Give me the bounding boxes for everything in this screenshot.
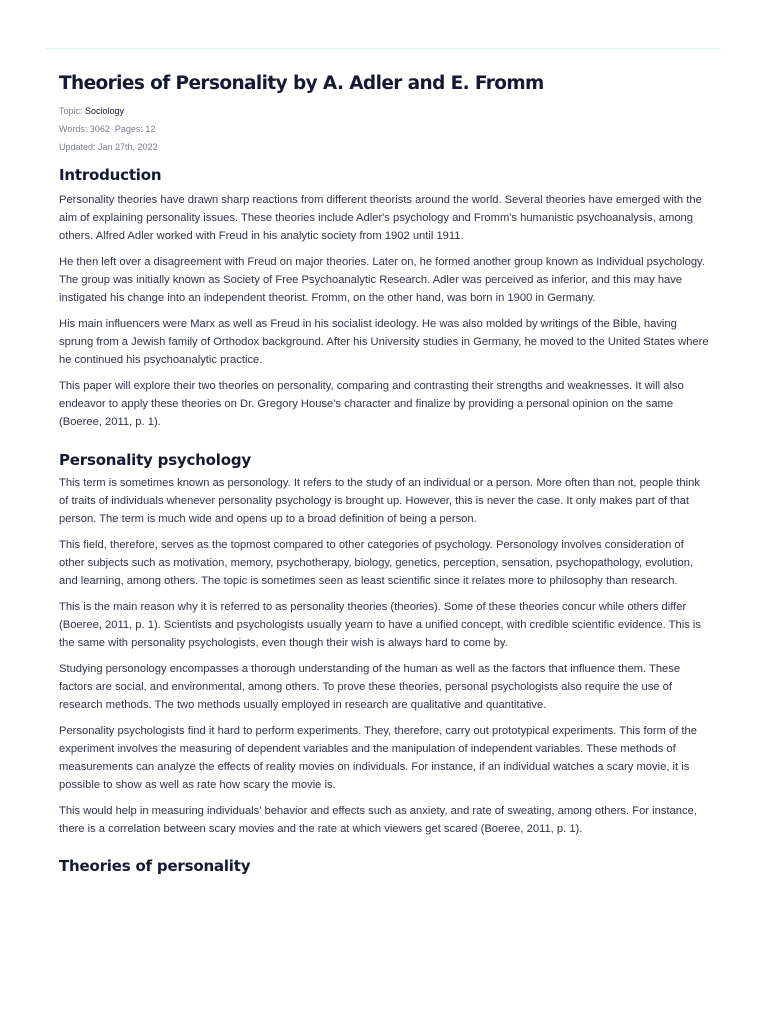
- section-heading: Personality psychology: [59, 451, 251, 469]
- paragraph: Studying personology encompasses a thorough understanding of the human as well as the factors that influence them. These factors are social, and environmental, among others. To prove these theories, personal psychologists also require the use of research methods. The two methods usually employed in research are qualitative and quantitative.: [59, 663, 681, 711]
- section-heading: Introduction: [59, 166, 162, 184]
- paragraph: This would help in measuring individuals' behavior and effects such as anxiety, and rate of sweating, among others. For instance, there is a correlation between scary movies and the rate at which viewers get scared (Boeree, 2011, p. 1).: [59, 805, 697, 835]
- paragraph: This term is sometimes known as personology. It refers to the study of an individual or a person. More often than not, people think of traits of individuals whenever personality psychology is brought up. However, this is never the case. It only makes part of that person. The term is much wide and opens up to a broad definition of being a person.: [59, 477, 700, 525]
- topic-label: Topic:: [59, 106, 83, 116]
- topic-link[interactable]: Sociology: [85, 106, 125, 116]
- paragraph: He then left over a disagreement with Freud on major theories. Later on, he formed another group known as Individual psychology. The group was initially known as Society of Free Psychoanalytic Research. Adler was perceived as inferior, and this may have instigated his change into an independent theorist. Fromm, on the other hand, was born in 1900 in Germany.: [59, 256, 705, 304]
- meta-topic: [59, 102, 709, 120]
- paragraph: This is the main reason why it is referred to as personality theories (theories). Some of these theories concur while others differ (Boeree, 2011, p. 1). Scientists and psychologists usually yearn to have a unified concept, with credible scientific evidence. This is the same with personality psychologists, even though their wish is always hard to come by.: [59, 601, 701, 649]
- page-count: Pages: 12: [114, 124, 156, 134]
- page-title: Theories of Personality by A. Adler and E. Fromm: [59, 73, 544, 94]
- document: [59, 72, 709, 876]
- updated-date: Updated: Jan 27th, 2022: [59, 142, 158, 152]
- section-heading: Theories of personality: [59, 857, 251, 875]
- paragraph: Personality theories have drawn sharp reactions from different theorists around the world. Several theories have emerged with the aim of explaining personality issues. These theories include Adler's psychology and Fromm's humanistic psychoanalysis, among others. Alfred Adler worked with Freud in his analytic society from 1902 until 1911.: [59, 194, 702, 242]
- paragraph: This field, therefore, serves as the topmost compared to other categories of psychology. Personology involves consideration of other subjects such as motivation, memory, psychotherapy, biology, genetics, perception, sensation, psychopathology, evolution, and learning, among others. The topic is sometimes seen as least scientific since it relates more to philosophy than research.: [59, 539, 694, 587]
- paragraph: This paper will explore their two theories on personality, comparing and contrasting their strengths and weaknesses. It will also endeavor to apply these theories on Dr. Gregory House's character and finalize by providing a personal opinion on the same (Boeree, 2011, p. 1).: [59, 380, 684, 428]
- meta-stats: [59, 120, 709, 138]
- paragraph: His main influencers were Marx as well as Freud in his socialist ideology. He was also molded by writings of the Bible, having sprung from a Jewish family of Orthodox background. After his University studies in Germany, he moved to the United States where he continued his psychoanalytic practice.: [59, 318, 709, 366]
- meta-updated: [59, 138, 709, 156]
- top-divider: [46, 48, 721, 49]
- paragraph: Personality psychologists find it hard to perform experiments. They, therefore, carry out prototypical experiments. This form of the experiment involves the measuring of dependent variables and the manipulation of independent variables. These methods of measurements can analyze the effects of reality movies on individuals. For instance, if an individual watches a scary movie, it is possible to show as well as rate how scary the movie is.: [59, 725, 697, 791]
- word-count: Words: 3062: [59, 124, 110, 134]
